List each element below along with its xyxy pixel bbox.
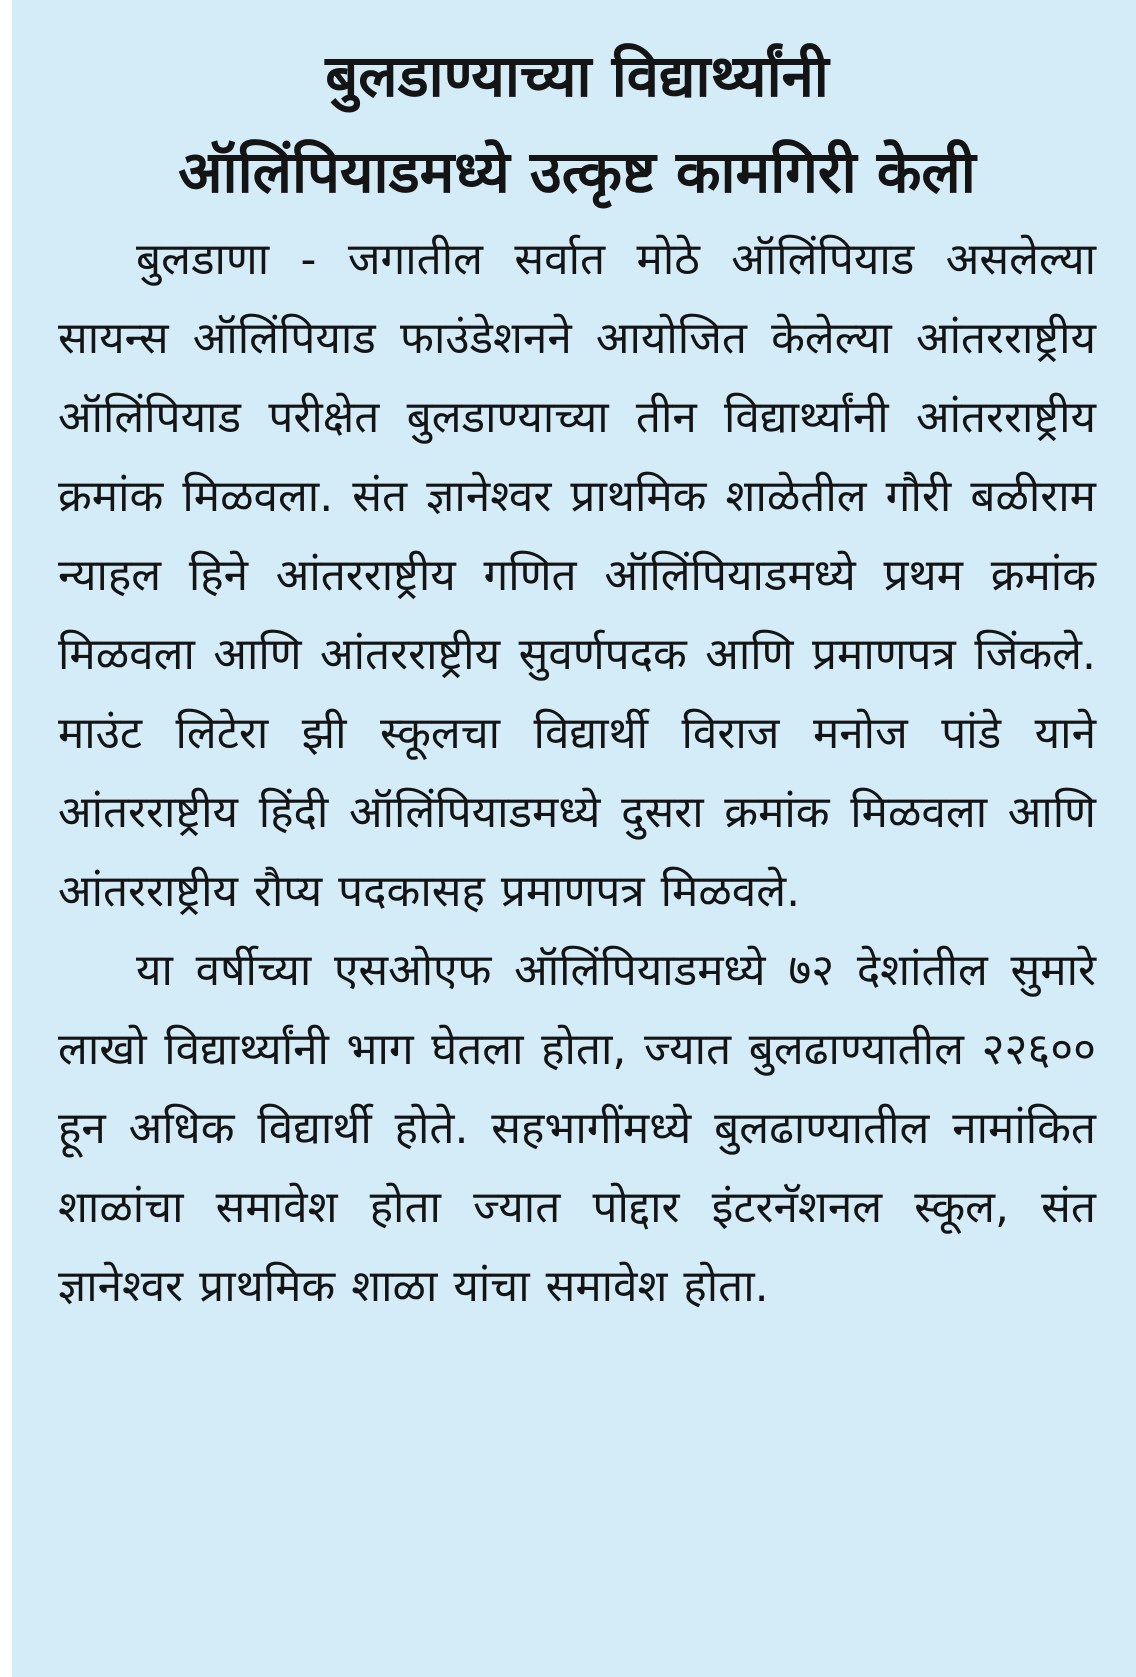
article-paragraph-1: बुलडाणा - जगातील सर्वात मोठे ऑलिंपियाड असलेल्या सायन्स ऑलिंपियाड फाउंडेशनने आयोजित केलेल्या आंतरराष्ट्रीय ऑलिंपियाड परीक्षेत बुलडाण्याच्या तीन विद्यार्थ्यांनी आंतरराष्ट्रीय क्रमांक मिळवला. संत ज्ञानेश्वर प्राथमिक शाळेतील गौरी बळीराम न्याहल हिने आंतरराष्ट्रीय गणित ऑलिंपियाडमध्ये प्रथम क्रमांक मिळवला आणि आंतरराष्ट्रीय सुवर्णपदक आणि प्रमाणपत्र जिंकले. माउंट लिटेरा झी स्कूलचा विद्यार्थी विराज मनोज पांडे याने आंतरराष्ट्रीय हिंदी ऑलिंपियाडमध्ये दुसरा क्रमांक मिळवला आणि आंतरराष्ट्रीय रौप्य पदकासह प्रमाणपत्र मिळवले. [58,234,1096,917]
newspaper-clipping [12,0,1136,1677]
headline-line-2: ऑलिंपियाडमध्ये उत्कृष्ट कामगिरी केली [178,138,976,206]
article-paragraph-2: या वर्षीच्या एसओएफ ऑलिंपियाडमध्ये ७२ देशांतील सुमारे लाखो विद्यार्थ्यांनी भाग घेतला होता, ज्यात बुलढाण्यातील २२६०० हून अधिक विद्यार्थी होते. सहभागींमध्ये बुलढाण्यातील नामांकित शाळांचा समावेश होता ज्यात पोद्दार इंटरनॅशनल स्कूल, संत ज्ञानेश्वर प्राथमिक शाळा यांचा समावेश होता. [58,945,1096,1312]
headline-line-1: बुलडाण्याच्या विद्यार्थ्यांनी [325,42,829,110]
article-headline [58,28,1096,220]
